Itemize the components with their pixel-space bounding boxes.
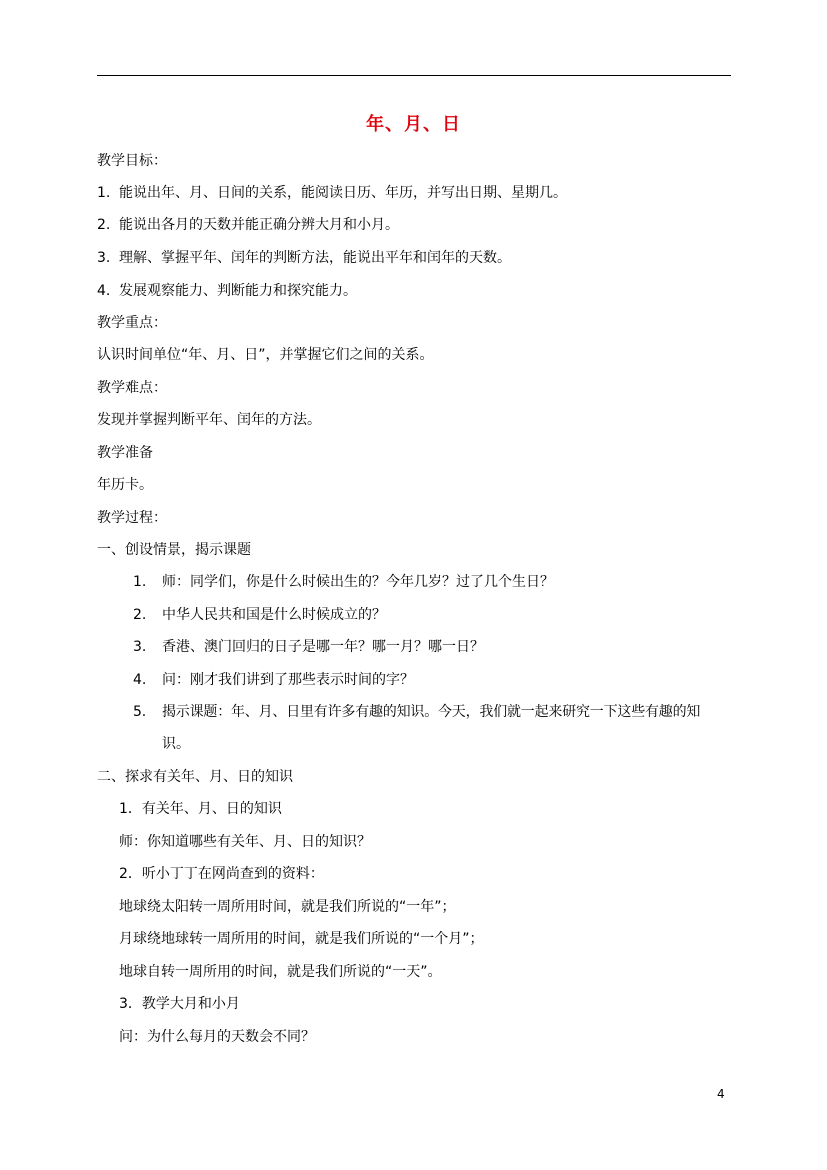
section1-item <box>133 670 414 690</box>
item-number: 4. <box>133 672 147 688</box>
section2-line: 1．有关年、月、日的知识 <box>119 801 282 817</box>
item-text: 香港、澳门回归的日子是哪一年？哪一月？哪一日？ <box>162 639 484 655</box>
item-text: 中华人民共和国是什么时候成立的？ <box>162 607 386 623</box>
page-number: 4 <box>717 1087 725 1101</box>
objective-text: 发展观察能力、判断能力和探究能力。 <box>119 283 357 299</box>
section2-line: 月球绕地球转一周所用的时间，就是我们所说的“一个月”； <box>119 931 484 947</box>
section1-item <box>133 702 700 722</box>
section1-item <box>133 637 484 657</box>
header-rule <box>97 75 731 76</box>
section-heading: 二、探求有关年、月、日的知识 <box>97 769 293 785</box>
difficulties-text: 发现并掌握判断平年、闰年的方法。 <box>97 412 321 428</box>
section1-item <box>133 572 554 592</box>
objective-item <box>97 281 357 301</box>
section2-line: 师：你知道哪些有关年、月、日的知识？ <box>119 834 371 850</box>
item-text: 问：刚才我们讲到了那些表示时间的字？ <box>162 672 414 688</box>
objective-number: 4. <box>97 283 111 299</box>
preparation-text: 年历卡。 <box>97 477 153 493</box>
objective-number: 1. <box>97 185 111 201</box>
item-number: 5. <box>133 704 146 720</box>
objective-text: 理解、掌握平年、闰年的判断方法，能说出平年和闰年的天数。 <box>119 250 511 266</box>
section1-item <box>133 605 386 625</box>
document-title: 年、月、日 <box>366 114 461 135</box>
item-text: 师：同学们，你是什么时候出生的？今年几岁？过了几个生日？ <box>162 574 554 590</box>
section2-line: 2．听小丁丁在网尚查到的资料： <box>119 866 324 882</box>
objective-item <box>97 215 399 235</box>
key-points-text: 认识时间单位“年、月、日”，并掌握它们之间的关系。 <box>97 347 434 363</box>
preparation-heading: 教学准备 <box>97 445 153 461</box>
objective-number: 3. <box>97 250 111 266</box>
key-points-heading: 教学重点： <box>97 315 167 331</box>
section-heading: 一、创设情景，揭示课题 <box>97 542 251 558</box>
objective-text: 能说出各月的天数并能正确分辨大月和小月。 <box>119 217 399 233</box>
item-text: 揭示课题：年、月、日里有许多有趣的知识。今天，我们就一起来研究一下这些有趣的知 <box>162 704 701 720</box>
objective-number: 2. <box>97 217 111 233</box>
section2-line: 3．教学大月和小月 <box>119 996 240 1012</box>
objective-item <box>97 248 511 268</box>
section2-line: 地球自转一周所用的时间，就是我们所说的“一天”。 <box>119 964 442 980</box>
item-number: 3. <box>133 639 147 655</box>
section2-line: 问：为什么每月的天数会不同？ <box>119 1029 315 1045</box>
objectives-heading: 教学目标： <box>97 153 167 169</box>
objective-text: 能说出年、月、日间的关系，能阅读日历、年历，并写出日期、星期几。 <box>119 185 567 201</box>
difficulties-heading: 教学难点： <box>97 380 167 396</box>
section1-item-continuation: 识。 <box>162 736 190 752</box>
process-heading: 教学过程： <box>97 510 167 526</box>
item-number: 2. <box>133 607 147 623</box>
item-number: 1. <box>133 574 147 590</box>
objective-item <box>97 183 567 203</box>
section2-line: 地球绕太阳转一周所用时间，就是我们所说的“一年”； <box>119 899 456 915</box>
